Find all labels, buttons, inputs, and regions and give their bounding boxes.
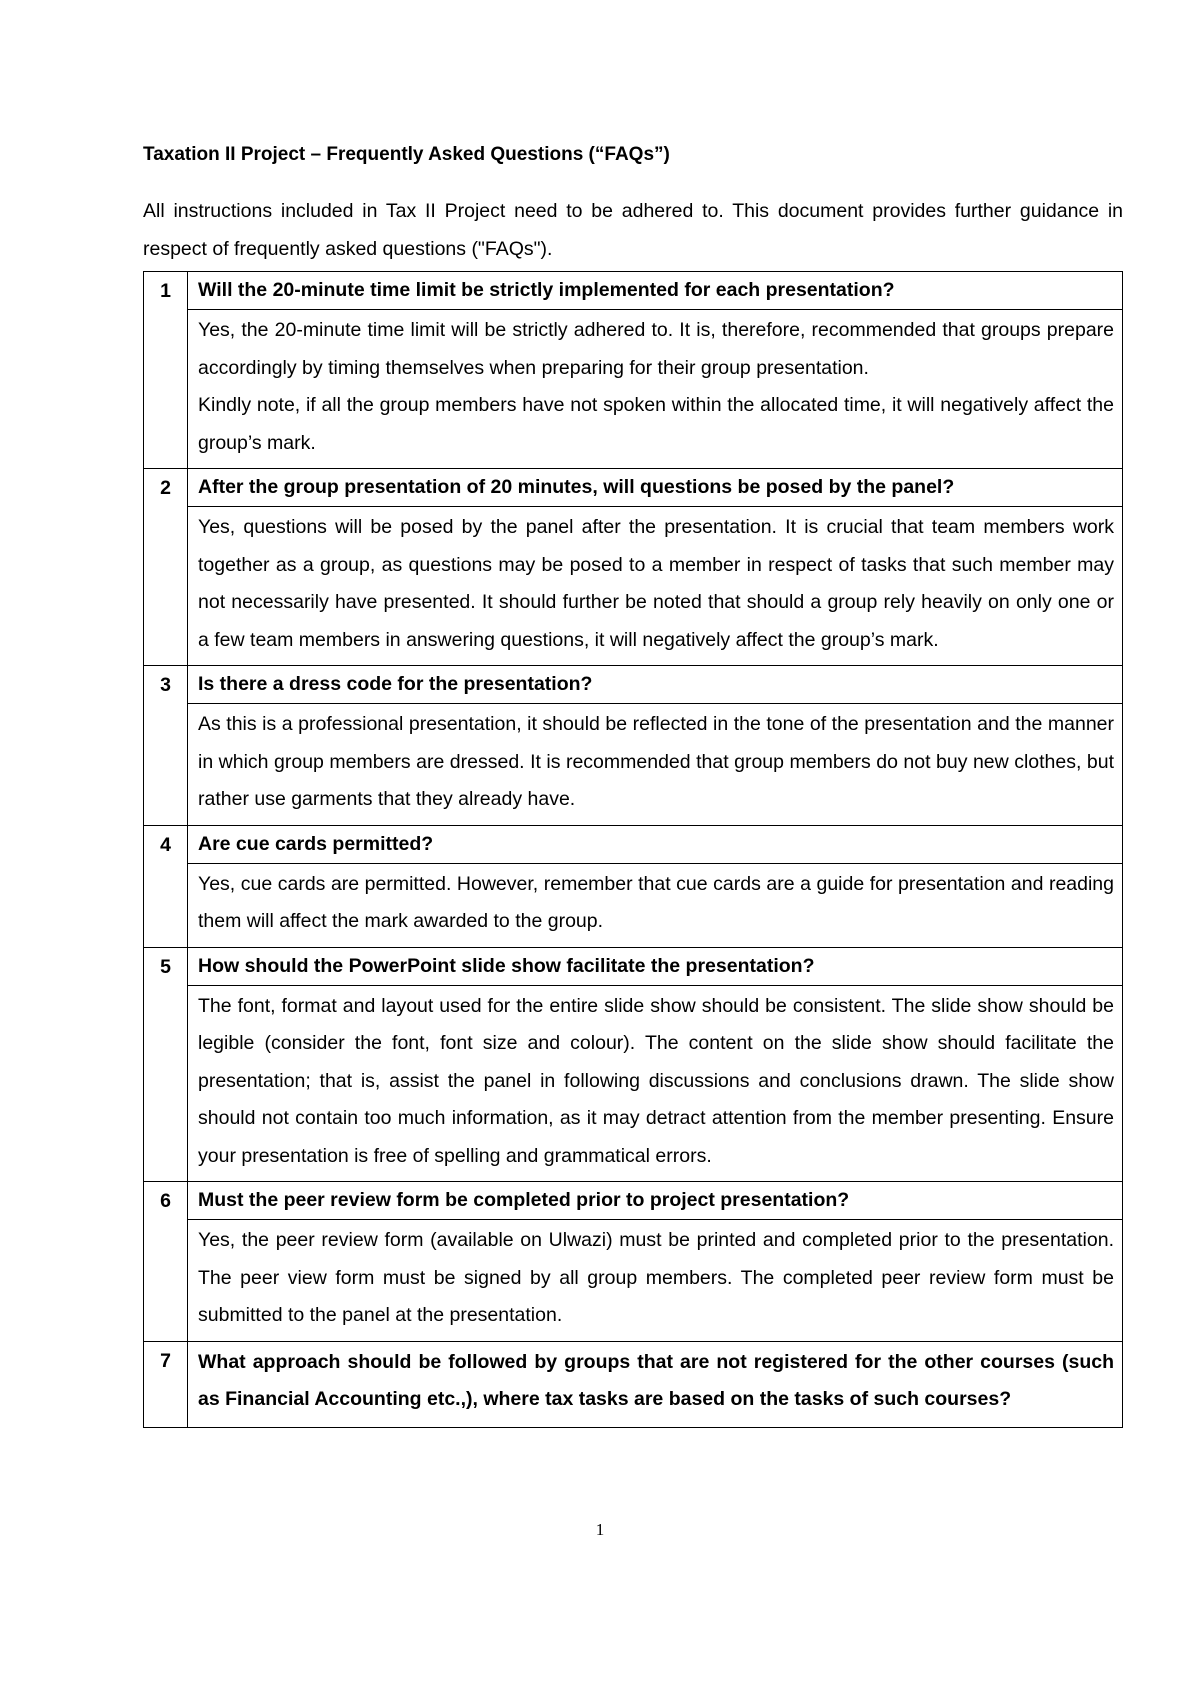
faq-answer-row <box>144 310 1123 469</box>
faq-number: 4 <box>144 825 188 947</box>
faq-answer <box>188 310 1123 469</box>
faq-answer-paragraph: Yes, cue cards are permitted. However, remember that cue cards are a guide for presentation and reading them will affect the mark awarded to the group. <box>198 872 1114 932</box>
faq-answer <box>188 863 1123 947</box>
faq-question: After the group presentation of 20 minutes, will questions be posed by the panel? <box>188 469 1123 507</box>
faq-answer-paragraph: As this is a professional presentation, it should be reflected in the tone of the presentation and the manner in which group members are dressed. It is recommended that group members do not buy new clothes, but rather use garments that they already have. <box>198 713 1114 810</box>
faq-question-row <box>144 1341 1123 1427</box>
faq-question-row <box>144 666 1123 704</box>
faq-question: How should the PowerPoint slide show facilitate the presentation? <box>188 947 1123 985</box>
faq-answer <box>188 985 1123 1182</box>
page-number: 1 <box>595 1520 605 1539</box>
faq-question: Must the peer review form be completed prior to project presentation? <box>188 1182 1123 1220</box>
faq-answer-paragraph: The font, format and layout used for the entire slide show should be consistent. The slide show should be legible (consider the font, font size and colour). The content on the slide show should facilitate the presentation; that is, assist the panel in following discussions and conclusions drawn. The slide show should not contain too much information, as it may detract attention from the member presenting. Ensure your presentation is free of spelling and grammatical errors. <box>198 994 1114 1167</box>
faq-number: 6 <box>144 1182 188 1342</box>
faq-question-row <box>144 947 1123 985</box>
faq-question: Will the 20-minute time limit be strictly implemented for each presentation? <box>188 272 1123 310</box>
faq-question-row <box>144 1182 1123 1220</box>
faq-answer-row <box>144 507 1123 666</box>
faq-number: 1 <box>144 272 188 469</box>
faq-answer-row <box>144 863 1123 947</box>
faq-number: 2 <box>144 469 188 666</box>
faq-answer <box>188 704 1123 826</box>
faq-answer <box>188 1220 1123 1342</box>
faq-question-row <box>144 272 1123 310</box>
faq-answer <box>188 507 1123 666</box>
faq-number: 3 <box>144 666 188 826</box>
faq-answer-paragraph: Yes, questions will be posed by the panel after the presentation. It is crucial that team members work together as a group, as questions may be posed to a member in respect of tasks that such member may not necessarily have presented. It should further be noted that should a group rely heavily on only one or a few team members in answering questions, it will negatively affect the group’s mark. <box>198 516 1114 651</box>
faq-answer-row <box>144 1220 1123 1342</box>
faq-answer-row <box>144 704 1123 826</box>
faq-answer-paragraph: Yes, the peer review form (available on Ulwazi) must be printed and completed prior to the presentation. The peer view form must be signed by all group members. The completed peer review form must be submitted to the panel at the presentation. <box>198 1229 1114 1326</box>
faq-question: What approach should be followed by groups that are not registered for the other courses (such as Financial Accounting etc.,), where tax tasks are based on the tasks of such courses? <box>188 1341 1123 1427</box>
faq-number: 7 <box>144 1341 188 1427</box>
faq-question: Are cue cards permitted? <box>188 825 1123 863</box>
faq-table <box>143 271 1123 1428</box>
faq-question: Is there a dress code for the presentation? <box>188 666 1123 704</box>
faq-question-row <box>144 825 1123 863</box>
faq-question-row <box>144 469 1123 507</box>
faq-number: 5 <box>144 947 188 1182</box>
faq-answer-paragraph: Kindly note, if all the group members have not spoken within the allocated time, it will negatively affect the group’s mark. <box>198 394 1114 454</box>
document-title: Taxation II Project – Frequently Asked Questions (“FAQs”) <box>143 144 670 165</box>
faq-answer-row <box>144 985 1123 1182</box>
intro-paragraph: All instructions included in Tax II Project need to be adhered to. This document provides further guidance in respect of frequently asked questions ("FAQs"). <box>143 200 1123 260</box>
faq-answer-paragraph: Yes, the 20-minute time limit will be strictly adhered to. It is, therefore, recommended that groups prepare accordingly by timing themselves when preparing for their group presentation. <box>198 319 1114 379</box>
